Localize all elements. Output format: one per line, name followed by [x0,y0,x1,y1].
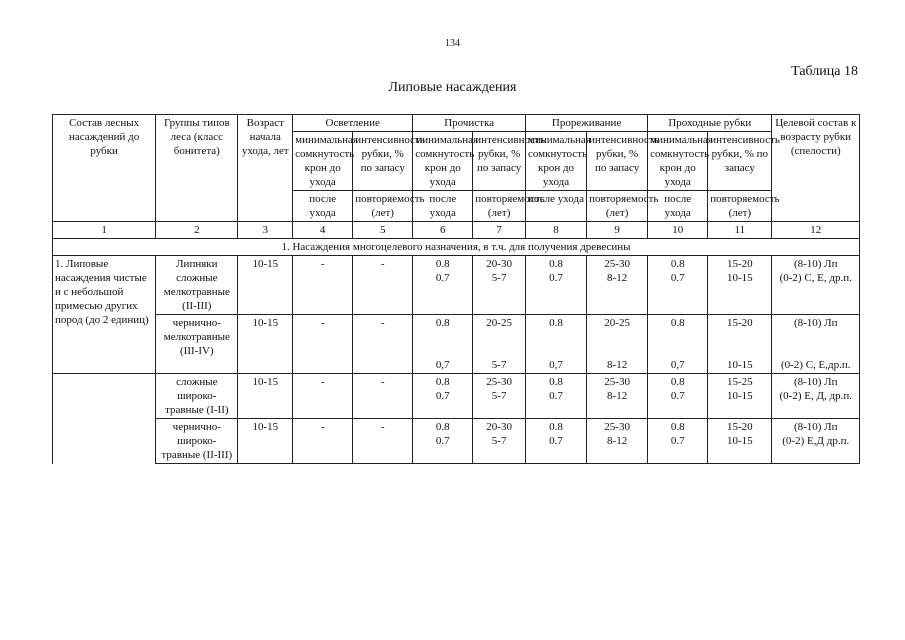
col-number: 8 [525,222,586,239]
value-cell [413,315,473,374]
header-age: Возраст начала ухода, лет [238,115,293,222]
value-cell: - [353,315,413,374]
value-cell [648,374,708,419]
age-cell: 10-15 [238,315,293,374]
header-composition: Состав лесных насаждений до рубки [53,115,156,222]
header-repeat: повторяемость (лет) [587,191,648,222]
value-cell [413,374,473,419]
value-before: 15-20 [727,421,753,433]
target-cell [772,256,860,315]
header-prohodnye: Проходные рубки [648,115,772,132]
value-after: 8-12 [607,272,628,284]
value-cell: - [353,374,413,419]
header-row-1 [53,115,860,132]
value-cell [587,256,648,315]
value-before: 0.8 [549,421,563,433]
value-before: 0.8 [435,376,450,388]
value-before: 20-25 [604,317,630,329]
header-intensity: интенсивность рубки, % по запасу [353,132,413,191]
page-number: 134 [445,38,460,49]
value-after: 0.7 [435,435,450,447]
col-number: 10 [648,222,708,239]
header-after: после ухода [293,191,353,222]
target-main: (8-10) Лп [793,376,838,388]
value-cell [525,315,586,374]
value-before: 15-20 [727,258,753,270]
composition-cell-empty [53,374,156,464]
value-before: 0.8 [435,317,450,329]
forest-type-cell: сложные широко-травные (I-II) [156,374,238,419]
value-after: 0.7 [549,435,563,447]
column-number-row [53,222,860,239]
value-cell [648,315,708,374]
value-after: 10-15 [727,435,753,447]
value-cell: - [293,374,353,419]
value-cell [587,315,648,374]
value-before: 15-20 [727,317,753,329]
header-target-composition: Целевой состав к возрасту рубки (спелости) [772,115,860,222]
value-before: 20-30 [486,258,512,270]
value-cell [525,256,586,315]
header-intensity: интенсивность рубки, % по запасу [708,132,772,191]
value-cell [648,419,708,464]
value-after: 5-7 [491,272,507,284]
header-after: после ухода [413,191,473,222]
value-cell [708,315,772,374]
age-cell: 10-15 [238,374,293,419]
value-before: 0.8 [670,376,685,388]
value-before: 0.8 [670,317,685,329]
value-before: 25-30 [486,376,512,388]
forest-type-cell: чернично-мелкотравные (III-IV) [156,315,238,374]
header-osvetlenie: Осветление [293,115,413,132]
forestry-table [52,114,860,464]
value-before: 0.8 [549,317,563,329]
value-before: 25-30 [604,258,630,270]
value-cell [525,374,586,419]
value-before: 0.8 [549,376,563,388]
value-before: 0.8 [435,258,450,270]
value-cell: - [353,256,413,315]
value-cell [587,419,648,464]
header-repeat: повторяемость (лет) [353,191,413,222]
value-cell [413,419,473,464]
table-row [53,419,860,464]
value-after: 5-7 [491,435,507,447]
value-before: 15-25 [727,376,753,388]
header-repeat: повторяемость (лет) [473,191,526,222]
header-after: после ухода [525,191,586,222]
header-min-canopy: минимальная сомкнутость крон до ухода [648,132,708,191]
table-label: Таблица 18 [791,64,858,79]
value-after: 10-15 [727,359,753,371]
col-number: 4 [293,222,353,239]
value-cell [587,374,648,419]
header-after: после ухода [648,191,708,222]
value-before: 0.8 [549,258,563,270]
header-min-canopy: минимальная сомкнутость крон до ухода [525,132,586,191]
section-row [53,239,860,256]
col-number: 12 [772,222,860,239]
section-title: 1. Насаждения многоцелевого назначения, в т.ч. для получения древесины [53,239,860,256]
value-cell: - [293,256,353,315]
value-after: 0.7 [549,272,563,284]
value-cell [708,419,772,464]
target-admixture: (0-2) Е,Д др.п. [782,435,850,447]
value-after: 0,7 [670,359,685,371]
age-cell: 10-15 [238,419,293,464]
value-before: 20-25 [486,317,512,329]
target-admixture: (0-2) Е, Д, др.п. [779,390,852,402]
value-after: 8-12 [607,435,628,447]
target-cell [772,374,860,419]
col-number: 3 [238,222,293,239]
header-prorezhivanie: Прореживание [525,115,647,132]
value-after: 0.7 [549,390,563,402]
table-row [53,374,860,419]
value-cell [648,256,708,315]
header-repeat: повторяемость (лет) [708,191,772,222]
target-admixture: (0-2) С, Е,др.п. [780,359,851,371]
header-prochistka: Прочистка [413,115,526,132]
value-cell [708,256,772,315]
col-number: 11 [708,222,772,239]
value-after: 0.7 [670,390,685,402]
value-before: 0.8 [670,258,685,270]
target-admixture: (0-2) С, Е, др.п. [779,272,852,284]
col-number: 9 [587,222,648,239]
header-intensity: интенсивность рубки, % по запасу [587,132,648,191]
value-cell: - [353,419,413,464]
value-cell: - [293,315,353,374]
col-number: 1 [53,222,156,239]
value-cell: - [293,419,353,464]
value-before: 25-30 [604,376,630,388]
value-after: 5-7 [491,359,507,371]
col-number: 6 [413,222,473,239]
header-min-canopy: минимальная сомкнутость крон до ухода [293,132,353,191]
value-after: 0.7 [435,390,450,402]
col-number: 2 [156,222,238,239]
value-after: 10-15 [727,390,753,402]
header-intensity: интенсивность рубки, % по запасу [473,132,526,191]
value-cell [473,374,526,419]
target-main: (8-10) Лп [793,421,838,433]
value-before: 0.8 [435,421,450,433]
value-cell [708,374,772,419]
value-cell [413,256,473,315]
value-before: 20-30 [486,421,512,433]
value-after: 5-7 [491,390,507,402]
value-before: 25-30 [604,421,630,433]
target-cell [772,419,860,464]
table-caption: Липовые насаждения [388,80,517,95]
composition-cell: 1. Липовые насаждения чистые и с небольшой примесью других пород (до 2 единиц) [53,256,156,374]
col-number: 7 [473,222,526,239]
value-cell [473,315,526,374]
value-cell [525,419,586,464]
value-after: 8-12 [607,390,628,402]
header-forest-type: Группы типов леса (класс бонитета) [156,115,238,222]
value-after: 0.7 [670,272,685,284]
forest-type-cell: чернично-широко-травные (II-III) [156,419,238,464]
value-cell [473,419,526,464]
target-main: (8-10) Лп [793,258,838,270]
col-number: 5 [353,222,413,239]
header-min-canopy: минимальная сомкнутость крон до ухода [413,132,473,191]
age-cell: 10-15 [238,256,293,315]
target-main: (8-10) Лп [793,317,838,329]
table-row [53,315,860,374]
table-row [53,256,860,315]
value-after: 8-12 [607,359,628,371]
forest-type-cell: Липняки сложные мелкотравные (II-III) [156,256,238,315]
value-after: 0,7 [549,359,563,371]
value-after: 0,7 [435,359,450,371]
value-after: 0.7 [435,272,450,284]
value-after: 10-15 [727,272,753,284]
value-after: 0.7 [670,435,685,447]
target-cell [772,315,860,374]
value-before: 0.8 [670,421,685,433]
value-cell [473,256,526,315]
